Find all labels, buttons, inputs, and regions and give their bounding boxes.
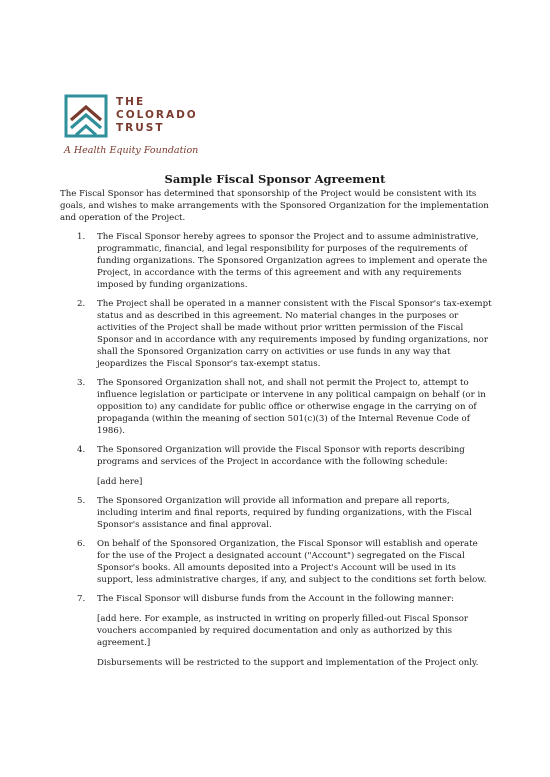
clause-item xyxy=(60,298,492,370)
clause-number: 5. xyxy=(77,496,86,506)
clause-number: 6. xyxy=(77,539,86,549)
clause-number: 1. xyxy=(77,232,86,242)
clause-item xyxy=(60,538,492,586)
agreement-clauses xyxy=(60,231,492,676)
logo-wordmark xyxy=(116,96,198,135)
clause-item xyxy=(60,377,492,437)
clause-text: The Sponsored Organization will provide all information and prepare all reports, including interim and final reports, required by funding organizations, with the Fiscal Sponsor's assistance and final approval. xyxy=(97,496,472,530)
document-title: Sample Fiscal Sponsor Agreement xyxy=(164,172,386,186)
clause-item xyxy=(60,231,492,291)
clause-text: The Sponsored Organization will provide the Fiscal Sponsor with reports describing programs and services of the Project in accordance with the following schedule: xyxy=(97,445,465,467)
clause-number: 4. xyxy=(77,445,86,455)
clause-text: The Sponsored Organization shall not, and shall not permit the Project to, attempt to influence legislation or participate or intervene in any political campaign on behalf (or in opposition to) any candidate for public office or otherwise engage in the carrying on of propaganda (within the meaning of section 501(c)(3) of the Internal Revenue Code of 1986). xyxy=(97,378,486,436)
clause-number: 7. xyxy=(77,594,86,604)
clause-text: Disbursements will be restricted to the support and implementation of the Project only. xyxy=(97,658,479,668)
logo-word-colorado: COLORADO xyxy=(116,109,198,121)
clause-item xyxy=(60,593,492,669)
logo-word-trust: TRUST xyxy=(116,122,165,134)
clause-text: The Fiscal Sponsor hereby agrees to sponsor the Project and to assume administrative, programmatic, financial, and legal responsibility for purposes of the requirements of funding organizations. The Sponsored Organization agrees to implement and operate the Project, in accordance with the terms of this agreement and with any requirements imposed by funding organizations. xyxy=(97,232,488,290)
clause-number: 3. xyxy=(77,378,86,388)
logo-word-the: THE xyxy=(116,96,146,108)
mountain-square-logo-icon xyxy=(64,94,108,138)
clause-text: The Fiscal Sponsor will disburse funds from the Account in the following manner: xyxy=(97,594,454,604)
logo-tagline: A Health Equity Foundation xyxy=(64,145,199,156)
clause-item xyxy=(60,495,492,531)
clause-placeholder: [add here] xyxy=(97,477,143,487)
clause-item xyxy=(60,444,492,488)
clause-number: 2. xyxy=(77,299,86,309)
clause-text: On behalf of the Sponsored Organization, the Fiscal Sponsor will establish and operate for the use of the Project a designated account ("Account") segregated on the Fiscal Sponsor's books. All amounts deposited into a Project's Account will be used in its support, less administrative charges, if any, and subject to the conditions set forth below. xyxy=(97,539,487,585)
intro-paragraph: The Fiscal Sponsor has determined that sponsorship of the Project would be consistent with its goals, and wishes to make arrangements with the Sponsored Organization for the implementation and operation of the Project. xyxy=(60,189,489,223)
clause-placeholder: [add here. For example, as instructed in writing on properly filled-out Fiscal Sponsor vouchers accompanied by required documentation and only as authorized by this agreement.] xyxy=(97,614,469,648)
clause-text: The Project shall be operated in a manner consistent with the Fiscal Sponsor's tax-exempt status and as described in this agreement. No material changes in the purposes or activities of the Project shall be made without prior written permission of the Fiscal Sponsor and in accordance with any requirements imposed by funding organizations, nor shall the Sponsored Organization carry on activities or use funds in any way that jeopardizes the Fiscal Sponsor's tax-exempt status. xyxy=(97,299,492,369)
